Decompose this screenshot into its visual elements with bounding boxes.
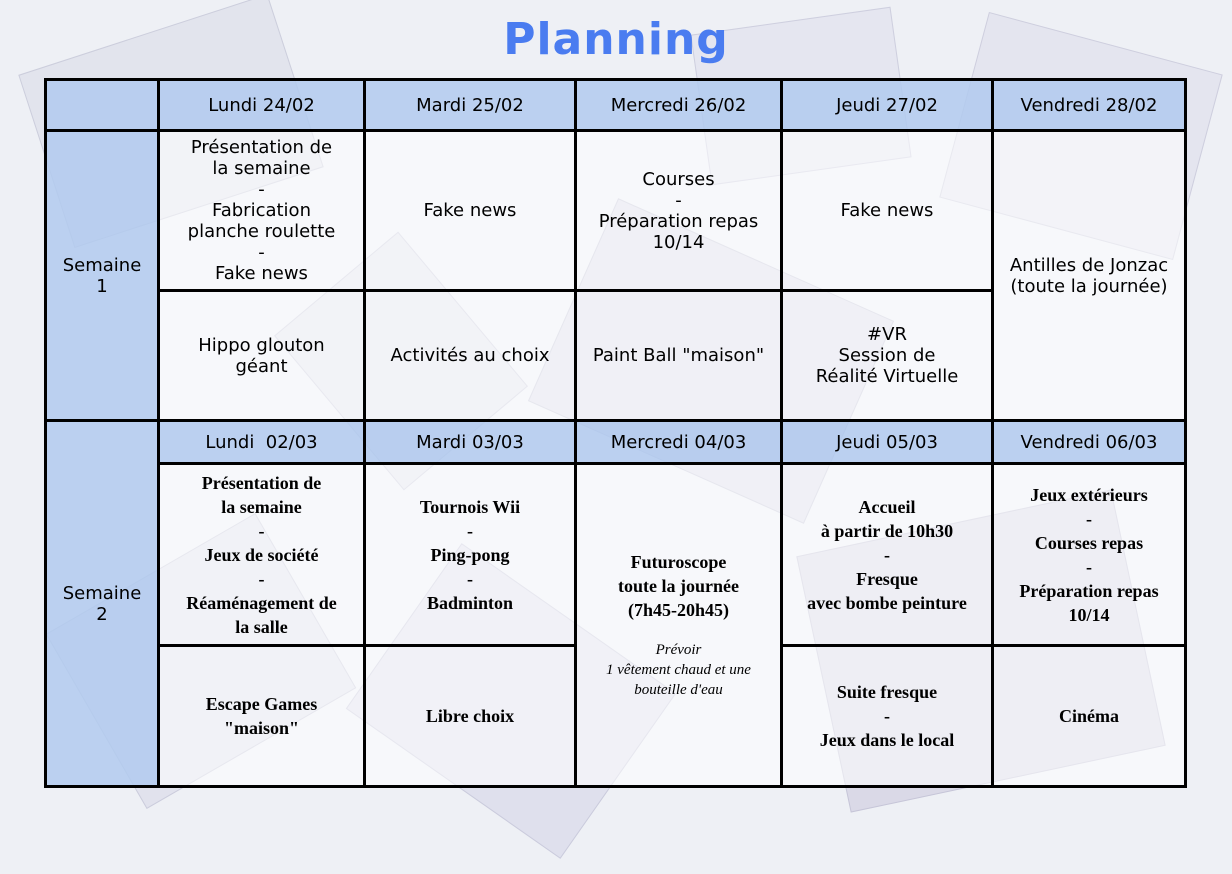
activity-line: Préparation repas [1019,580,1159,601]
week2-header-row [46,421,1186,464]
activity-line: - [467,520,473,541]
activity-line: Prévoir [655,642,702,658]
activity-cell [993,131,1186,421]
activity-line: Fabrication [212,200,311,221]
activity-line: Suite fresque [836,682,938,702]
activity-line: Courses repas [1034,532,1144,553]
activity-cell [576,131,782,291]
activity-cell [993,464,1186,646]
activity-cell [576,464,782,787]
activity-line: (7h45-20h45) [627,600,729,620]
page-title: Planning [503,14,729,65]
week1-morning-row [46,131,1186,291]
activity-line: Présentation de [201,472,322,493]
activity-line: Accueil [858,496,916,517]
day-header: Mercredi 26/02 [576,80,782,131]
day-header: Jeudi 05/03 [782,421,993,464]
activity-line: - [258,242,265,263]
activity-cell [365,131,576,291]
activity-line: Jeux dans le local [819,730,955,750]
activity-line: - [1086,508,1092,529]
activity-line: "maison" [224,718,299,738]
activity-cell [365,646,576,787]
activity-line: - [258,520,265,541]
activity-line: Cinéma [1059,706,1119,726]
activity-line: Préparation repas [598,210,759,232]
day-header: Mardi 03/03 [365,421,576,464]
activity-line: planche roulette [187,221,336,242]
activity-cell [782,291,993,421]
day-header: Jeudi 27/02 [782,80,993,131]
activity-cell [159,131,365,291]
activity-line: Antilles de Jonzac [1009,254,1169,276]
activity-line: Réaménagement de [186,592,337,613]
activity-line: - [467,568,473,589]
activity-line: Futuroscope [630,552,727,572]
activity-line: avec bombe peinture [807,592,967,613]
planning-table [44,78,1187,788]
activity-line: la salle [235,616,288,637]
activity-line: 10/14 [1068,604,1110,625]
activity-lines [581,550,776,622]
activity-line: Courses [642,168,715,190]
activity-line: Session de [838,345,936,366]
activity-line: Escape Games [205,694,318,714]
activity-line: (toute la journée) [1010,275,1168,297]
activity-cell [159,291,365,421]
activity-line: Présentation de [190,137,333,158]
activity-line: Fake news [215,263,308,284]
activity-line: Fresque [856,568,918,589]
activity-line: 1 vêtement chaud et une [606,662,751,678]
activity-cell [782,464,993,646]
activity-line: Jeux de société [204,544,319,565]
activity-line: à partir de 10h30 [820,520,954,541]
activity-line: - [258,179,265,200]
day-header: Lundi 02/03 [159,421,365,464]
week-label: Semaine 2 [46,421,159,787]
activity-cell [159,646,365,787]
day-header: Vendredi 28/02 [993,80,1186,131]
activity-line: - [884,544,890,565]
activity-line: Fake news [840,200,934,221]
activity-line: Tournois Wii [419,496,521,517]
activity-line: géant [235,355,288,377]
activity-cell [782,131,993,291]
activity-line: - [1086,556,1092,577]
activity-cell [365,464,576,646]
activity-cell [159,464,365,646]
activity-cell [993,646,1186,787]
activity-cell [365,291,576,421]
day-header: Mercredi 04/03 [576,421,782,464]
corner-cell [46,80,159,131]
activity-line: Paint Ball "maison" [592,345,765,366]
activity-line: Fake news [423,200,517,221]
activity-cell [576,291,782,421]
week2-morning-row [46,464,1186,646]
day-header: Mardi 25/02 [365,80,576,131]
activity-line: Hippo glouton [198,334,325,356]
activity-line: la semaine [212,158,311,179]
day-header: Lundi 24/02 [159,80,365,131]
activity-line: - [884,706,890,726]
week-label: Semaine 1 [46,131,159,421]
activity-line: la semaine [221,496,302,517]
activity-line: Badminton [426,592,514,613]
day-header: Vendredi 06/03 [993,421,1186,464]
activity-line: Libre choix [425,706,515,726]
activity-line: Ping-pong [430,544,510,565]
activity-line: 10/14 [652,231,705,253]
activity-line: bouteille d'eau [634,682,723,698]
activity-cell [782,646,993,787]
activity-line: Activités au choix [390,345,550,366]
activity-line: #VR [867,324,907,345]
activity-line: - [258,568,265,589]
activity-line: toute la journée [618,576,739,596]
week1-header-row [46,80,1186,131]
activity-line: Réalité Virtuelle [815,366,959,387]
activity-note [581,640,776,700]
activity-line: Jeux extérieurs [1030,484,1148,505]
activity-line: - [675,189,682,211]
